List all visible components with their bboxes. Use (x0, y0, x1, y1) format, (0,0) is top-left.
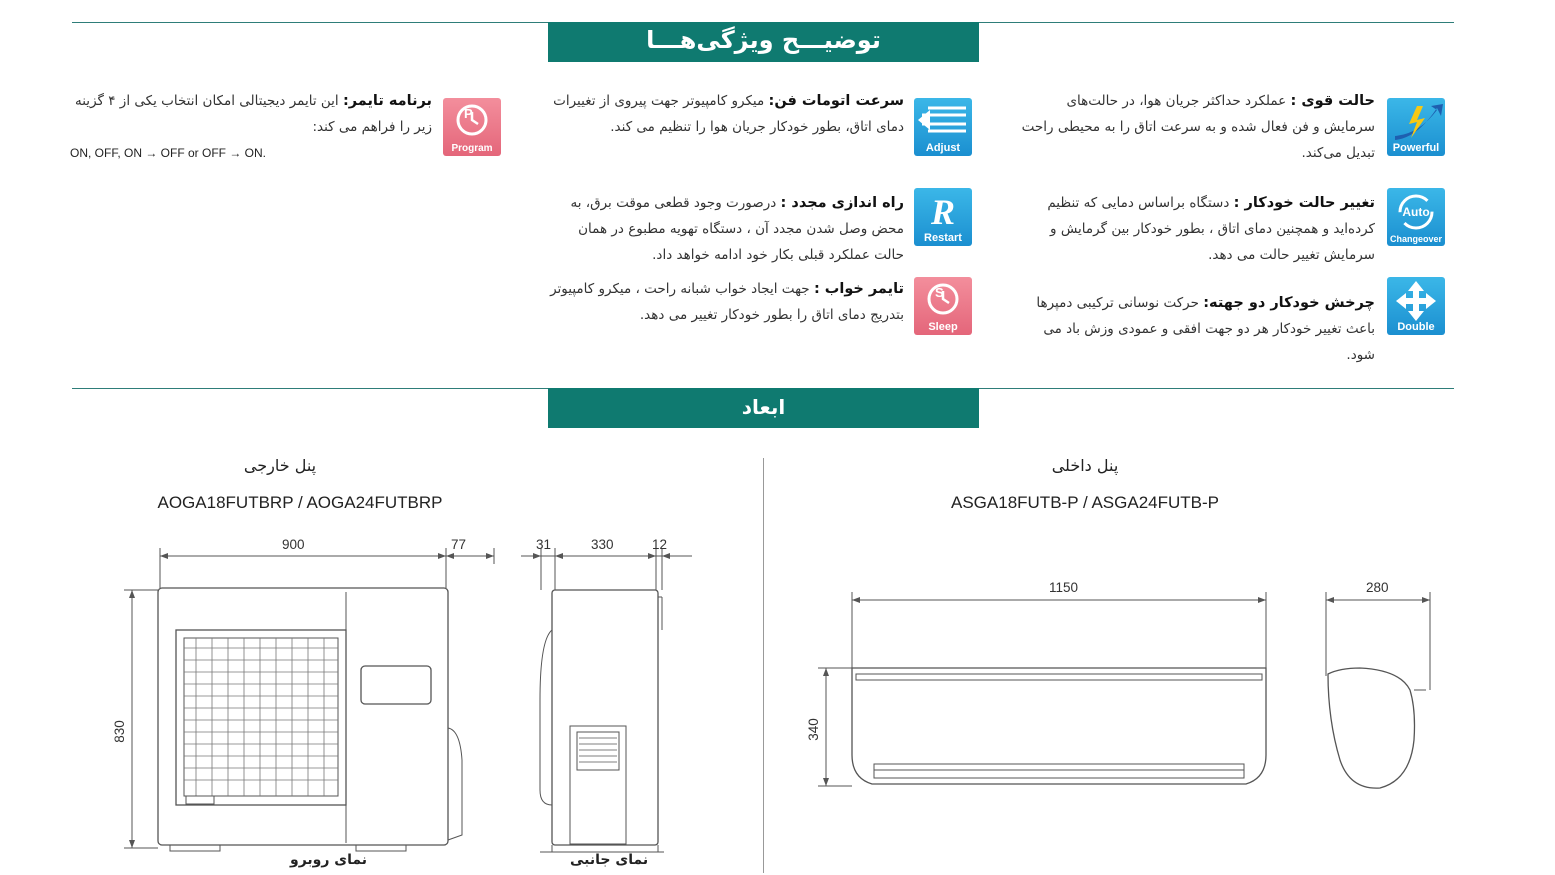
powerful-icon: Powerful (1387, 98, 1445, 156)
feature-desc: این تایمر دیجیتالی امکان انتخاب یکی از ۴ گزینه زیر را فراهم می کند: (75, 93, 432, 135)
sleep-icon: S Sleep (914, 277, 972, 335)
program-icon: P Program (443, 98, 501, 156)
feature-desc: حرکت نوسانی ترکیبی دمپرها باعث تغییر خودکار هر دو جهت افقی و عمودی وزش باد می شود. (1036, 295, 1375, 363)
feature-desc: دستگاه براساس دمایی که تنظیم کرده‌اید و همچنین دمای اتاق ، بطور خودکار بین گرمایش و سرمایش تغییر حالت می دهد. (1047, 195, 1375, 263)
feature-desc: میکرو کامپیوتر جهت پیروی از تغییرات دمای اتاق، بطور خودکار جریان هوا را تنظیم می کند. (553, 93, 904, 135)
feature-title: چرخش خودکار دو جهته: (1203, 295, 1375, 311)
outdoor-side-drawing (540, 590, 664, 852)
timer-options: ON, OFF, ON → OFF or OFF → ON. (70, 146, 266, 160)
indoor-height-label: 340 (805, 718, 821, 741)
outdoor-side-a-label: 31 (536, 537, 552, 552)
front-view-label: نمای روبرو (290, 852, 368, 868)
indoor-side-drawing (1328, 668, 1426, 788)
feature-title: تایمر خواب : (813, 281, 904, 297)
svg-text:R: R (930, 192, 956, 232)
adjust-icon: Adjust (914, 98, 972, 156)
dimensions-section-title: ابعاد (548, 388, 979, 428)
feature-desc: جهت ایجاد خواب شبانه راحت ، میکرو کامپیوتر بتدریج دمای اتاق را بطور خودکار تغییر می دهد. (550, 281, 904, 323)
indoor-width-label: 1150 (1049, 580, 1079, 595)
outdoor-model: AOGA18FUTBRP / AOGA24FUTBRP (157, 493, 443, 512)
side-view-label: نمای جانبی (570, 852, 649, 868)
indoor-front-drawing (852, 668, 1266, 784)
svg-text:P: P (464, 106, 473, 121)
features-section-title: توضیـــح ویژگی‌هـــا (548, 22, 979, 62)
indoor-depth-label: 280 (1366, 580, 1389, 595)
outdoor-side-c-label: 12 (652, 537, 668, 552)
feature-title: تغییر حالت خودکار : (1233, 195, 1375, 211)
outdoor-offset-label: 77 (451, 537, 467, 552)
double-swing-icon: Double (1387, 277, 1445, 335)
feature-title: حالت قوی : (1290, 93, 1375, 109)
feature-title: برنامه تایمر: (342, 93, 432, 109)
outdoor-title: پنل خارجی (243, 456, 317, 475)
indoor-title: پنل داخلی (1051, 456, 1119, 475)
feature-title: راه اندازی مجدد : (780, 195, 904, 211)
outdoor-width-label: 900 (282, 537, 305, 552)
outdoor-height-label: 830 (111, 720, 127, 743)
outdoor-side-b-label: 330 (591, 537, 614, 552)
feature-desc: درصورت وجود قطعی موقت برق، به محض وصل شدن مجدد آن ، دستگاه تهویه مطبوع در همان حالت عملکرد قبلی بکار خود ادامه خواهد داد. (570, 195, 904, 263)
auto-changeover-icon: Auto Changeover (1387, 188, 1445, 246)
feature-title: سرعت اتومات فن: (768, 93, 904, 109)
outdoor-front-drawing (158, 588, 462, 851)
restart-icon: R Restart (914, 188, 972, 246)
feature-desc: عملکرد حداکثر جریان هوا، در حالت‌های سرمایش و فن فعال شده و به سرعت اتاق را به محیطی راحت تبدیل می‌کند. (1021, 93, 1375, 161)
indoor-model: ASGA18FUTB-P / ASGA24FUTB-P (951, 493, 1219, 512)
svg-text:S: S (935, 285, 944, 300)
